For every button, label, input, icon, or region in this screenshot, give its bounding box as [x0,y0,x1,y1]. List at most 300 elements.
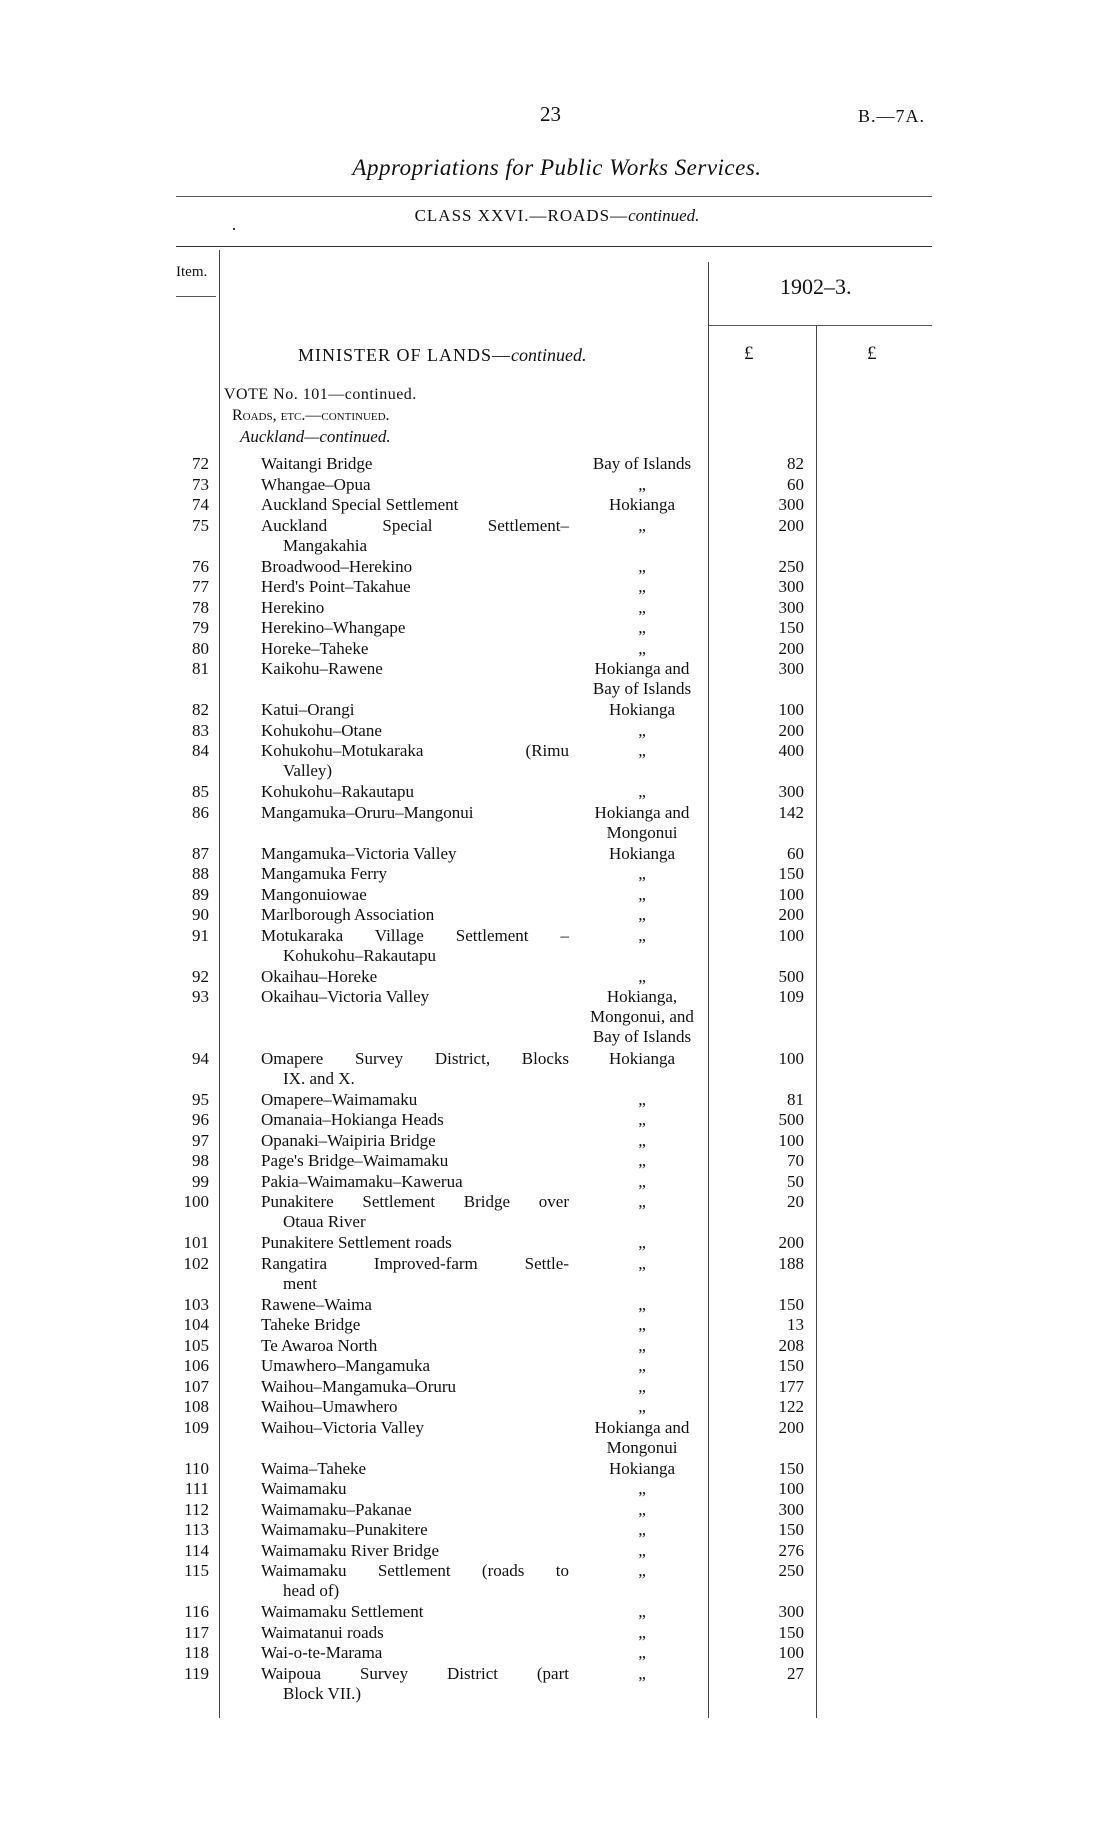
district-line: „ [638,864,646,883]
description-line: Punakitere Settlement Bridge over [261,1192,569,1211]
district [578,1377,706,1397]
item-description [261,967,569,987]
district-line: Mongonui [606,1437,678,1457]
amount: 142 [778,802,804,822]
district [578,598,706,618]
amount: 150 [778,1294,804,1314]
district [578,864,706,884]
description-line: Okaihau–Victoria Valley [261,987,430,1006]
item-description [261,885,569,905]
district [578,1500,706,1520]
district-line: „ [638,1540,646,1560]
district [578,987,706,1047]
description-line: Katui–Orangi [261,700,355,719]
item-number: 99 [192,1171,209,1191]
amount: 100 [778,1048,804,1068]
item-description [261,1090,569,1110]
item-description [261,1377,569,1397]
item-description [261,1479,569,1499]
description-line: Waimamaku–Punakitere [261,1520,428,1539]
district [578,885,706,905]
amount: 188 [778,1253,804,1273]
item-description [261,1459,569,1479]
district-line: „ [638,638,646,658]
district-line: „ [638,1520,646,1539]
description-line: Kohukohu–Motukaraka (Rimu [261,741,569,760]
description-line: Broadwood–Herekino [261,556,413,576]
district [578,1295,706,1315]
description-line: Rawene–Waima [261,1294,372,1314]
item-description [261,1315,569,1335]
district [578,1233,706,1253]
description-line: Mangonuiowae [261,884,367,904]
item-number: 108 [183,1397,209,1416]
item-description [261,639,569,659]
item-description [261,803,569,823]
amount: 150 [778,618,804,637]
item-number: 111 [184,1479,209,1498]
amount: 208 [778,1335,804,1355]
district-line: „ [638,1397,646,1416]
amount: 200 [778,1233,804,1252]
amount: 300 [778,495,804,514]
district-line: „ [638,905,646,924]
item-number: 76 [192,556,209,576]
description-line: Waihou–Victoria Valley [261,1417,425,1437]
description-line: Kaikohu–Rawene [261,659,383,678]
description-line: Auckland Special Settlement– [261,515,569,535]
district-line: „ [638,1663,646,1683]
vote-heading: VOTE No. 101—continued. [224,386,417,403]
district [578,1172,706,1192]
district [578,1561,706,1581]
item-number: 80 [192,638,209,658]
district [578,1397,706,1417]
district [578,1520,706,1540]
district-line: „ [638,782,646,801]
item-number: 110 [184,1458,209,1478]
item-description [261,1151,569,1171]
district-amount-divider [708,262,709,1718]
item-description [261,557,569,577]
minister-heading [298,345,587,366]
district-line: „ [638,597,646,617]
description-line: Block VII.) [283,1683,362,1703]
item-description [261,1356,569,1376]
page-title: Appropriations for Public Works Services. [352,155,762,180]
table-top-rule [176,246,932,247]
description-line: Otaua River [283,1212,366,1231]
amount: 60 [787,474,804,494]
district-line: Hokianga [608,495,676,514]
district-line: „ [638,515,646,535]
amount: 300 [778,597,804,617]
item-description [261,1664,569,1704]
amount: 13 [787,1315,804,1334]
description-line: Herd's Point–Takahue [261,577,411,596]
district-line: „ [638,1315,646,1334]
year-column-header: 1902–3. [780,274,852,299]
district-line: „ [638,1233,646,1252]
district [578,1459,706,1479]
description-line: Mangakahia [283,535,368,555]
description-line: Mangamuka–Victoria Valley [261,843,457,863]
district-line: „ [638,1643,646,1662]
amount: 150 [778,1520,804,1539]
description-line: Page's Bridge–Waimamaku [261,1151,449,1170]
item-description [261,1049,569,1089]
description-line: Waimamaku [261,1479,347,1498]
amount: 82 [787,454,804,473]
item-description [261,844,569,864]
item-number: 95 [192,1089,209,1109]
district-line: Mongonui, and [590,1007,694,1026]
description-line: Opanaki–Waipiria Bridge [261,1130,436,1150]
district-line: „ [638,474,646,494]
item-column-header: Item. [176,264,208,280]
item-description [261,926,569,966]
amount: 50 [787,1171,804,1191]
amount: 150 [778,1622,804,1642]
mark [233,228,235,230]
district-line: „ [638,1171,646,1191]
item-description [261,1602,569,1622]
amount: 100 [778,700,804,719]
amount: 100 [778,1479,804,1498]
item-number: 103 [183,1294,209,1314]
item-number: 88 [192,864,209,883]
district [578,741,706,761]
item-number: 86 [192,802,209,822]
amount: 300 [778,577,804,596]
description-line: Valley) [283,761,333,780]
district [578,721,706,741]
description-line: Punakitere Settlement roads [261,1233,452,1252]
item-number: 92 [192,966,209,986]
district [578,1254,706,1274]
district [578,967,706,987]
district-heading: Auckland—continued. [240,427,391,446]
amount: 109 [778,987,804,1006]
district-line: Hokianga [608,843,676,863]
item-number: 102 [183,1253,209,1273]
document-reference: B.—7A. [858,106,926,126]
description-line: Herekino [261,597,325,617]
district-line: „ [638,1602,646,1621]
district [578,926,706,946]
item-number: 112 [184,1499,209,1519]
item-description [261,1131,569,1151]
description-line: Waihou–Mangamuka–Oruru [261,1376,457,1396]
item-description [261,618,569,638]
amount: 400 [778,741,804,760]
item-description [261,577,569,597]
amount: 100 [778,1130,804,1150]
item-number: 100 [183,1192,209,1211]
item-number: 83 [192,720,209,740]
district [578,475,706,495]
district [578,495,706,515]
item-header-rule [176,296,216,297]
item-description [261,598,569,618]
item-description [261,454,569,474]
district [578,1315,706,1335]
item-number: 114 [184,1540,209,1560]
item-description [261,1110,569,1130]
item-description [261,782,569,802]
amount: 300 [778,782,804,801]
district-line: „ [638,1335,646,1355]
minister-heading-cont: continued. [511,345,587,365]
district-line: „ [638,1253,646,1273]
description-line: Kohukohu–Rakautapu [261,782,414,801]
item-description [261,1336,569,1356]
district-line: Hokianga [608,1048,676,1068]
district-line: „ [638,1130,646,1150]
item-description [261,1172,569,1192]
amount: 150 [778,1458,804,1478]
district-line: „ [638,1151,646,1170]
item-description [261,1643,569,1663]
description-line: Pakia–Waimamaku–Kawerua [261,1171,463,1191]
item-number: 113 [184,1520,209,1539]
description-line: IX. and X. [283,1068,355,1088]
description-line: Umawhero–Mangamuka [261,1356,431,1375]
description-line: Whangae–Opua [261,474,371,494]
description-line: Omanaia–Hokianga Heads [261,1110,444,1129]
item-description [261,475,569,495]
amount: 27 [787,1663,804,1683]
description-line: Waimamaku Settlement [261,1602,424,1621]
description-line: Waihou–Umawhero [261,1397,398,1416]
district [578,1664,706,1684]
district-line: Hokianga and [594,802,690,822]
amount: 81 [787,1089,804,1109]
item-number: 101 [183,1233,209,1252]
district-line: „ [638,618,646,637]
item-description [261,1520,569,1540]
item-number: 116 [184,1602,209,1621]
item-number: 106 [183,1356,209,1375]
district [578,1602,706,1622]
description-line: Wai-o-te-Marama [261,1643,383,1662]
district [578,454,706,474]
item-number: 107 [183,1376,209,1396]
item-description [261,1192,569,1232]
amount: 100 [778,925,804,945]
district-line: „ [638,1622,646,1642]
district [578,700,706,720]
description-line: Mangamuka–Oruru–Mangonui [261,802,474,822]
item-description [261,905,569,925]
district-line: „ [638,1192,646,1211]
item-number: 77 [192,577,209,596]
description-line: Waimamaku–Pakanae [261,1499,412,1519]
amount: 100 [778,1643,804,1662]
item-description [261,1541,569,1561]
district [578,516,706,536]
amount: 300 [778,1499,804,1519]
district-line: „ [638,741,646,760]
district [578,782,706,802]
description-line: Waimamaku Settlement (roads to [261,1561,569,1580]
district [578,1418,706,1458]
item-description [261,1623,569,1643]
description-line: Rangatira Improved-farm Settle- [261,1253,569,1273]
description-line: Te Awaroa North [261,1335,378,1355]
item-description [261,864,569,884]
district [578,639,706,659]
district [578,1623,706,1643]
item-description [261,516,569,556]
item-description [261,1397,569,1417]
currency-left: £ [744,343,754,364]
district-line: „ [638,556,646,576]
district-line: Hokianga and [594,1417,690,1437]
district [578,1151,706,1171]
amount: 200 [778,515,804,535]
description-line: ment [283,1273,317,1293]
description-line: Kohukohu–Otane [261,720,382,740]
description-line: Marlborough Association [261,905,435,924]
district [578,1090,706,1110]
item-number: 98 [192,1151,209,1170]
amount: 300 [778,659,804,678]
description-line: Waipoua Survey District (part [261,1663,569,1683]
roads-heading: Roads, etc.—continued. [232,407,390,424]
district-line: „ [638,1356,646,1375]
amount: 500 [778,1110,804,1129]
class-heading-main: CLASS XXVI.—ROADS— [414,206,629,225]
district-line: „ [638,720,646,740]
amount: 250 [778,1561,804,1580]
description-line: Waimatanui roads [261,1622,384,1642]
district-line: „ [638,925,646,945]
description-line: Waitangi Bridge [261,454,373,473]
description-line: Omapere–Waimamaku [261,1089,418,1109]
amount: 20 [787,1192,804,1211]
district [578,1110,706,1130]
district [578,1541,706,1561]
item-number: 87 [192,843,209,863]
item-number: 94 [192,1048,209,1068]
item-number: 104 [183,1315,209,1334]
item-number: 105 [183,1335,209,1355]
item-number: 75 [192,515,209,535]
amount: 500 [778,966,804,986]
item-description [261,1418,569,1438]
item-description [261,1233,569,1253]
item-number: 73 [192,474,209,494]
description-line: Kohukohu–Rakautapu [283,945,436,965]
district-line: Hokianga [608,700,676,719]
class-heading [0,206,1114,226]
district [578,803,706,843]
minister-heading-main: MINISTER OF LANDS— [298,345,512,365]
district-line: „ [638,1376,646,1396]
item-number: 79 [192,618,209,637]
amount: 200 [778,905,804,924]
item-number: 109 [183,1417,209,1437]
item-number: 89 [192,884,209,904]
item-description [261,721,569,741]
item-column-divider [219,250,220,1718]
district-line: „ [638,1561,646,1580]
page-number: 23 [540,102,561,126]
description-line: Waima–Taheke [261,1458,367,1478]
item-number: 97 [192,1130,209,1150]
amount: 150 [778,864,804,883]
description-line: Omapere Survey District, Blocks [261,1048,569,1068]
amount: 60 [787,843,804,863]
description-line: Motukaraka Village Settlement – [261,925,569,945]
district-line: „ [638,1110,646,1129]
amount: 70 [787,1151,804,1170]
district [578,557,706,577]
district-line: „ [638,1294,646,1314]
class-heading-cont: continued. [628,206,700,225]
item-number: 82 [192,700,209,719]
district-line: Hokianga and [594,659,690,678]
district-line: „ [638,966,646,986]
item-number: 96 [192,1110,209,1129]
item-description [261,987,569,1007]
amount: 276 [778,1540,804,1560]
amount: 200 [778,1417,804,1437]
item-description [261,659,569,679]
district [578,844,706,864]
item-number: 84 [192,741,209,760]
item-number: 74 [192,495,209,514]
district-line: „ [638,1089,646,1109]
description-line: Waimamaku River Bridge [261,1540,440,1560]
amount: 250 [778,556,804,576]
item-number: 78 [192,597,209,617]
item-number: 117 [184,1622,209,1642]
district [578,1356,706,1376]
item-number: 115 [184,1561,209,1580]
district [578,1336,706,1356]
description-line: head of) [283,1581,340,1600]
item-description [261,495,569,515]
district [578,905,706,925]
item-number: 81 [192,659,209,678]
amount: 200 [778,638,804,658]
item-description [261,1295,569,1315]
district [578,1131,706,1151]
district [578,1192,706,1212]
description-line: Herekino–Whangape [261,618,406,637]
district [578,659,706,699]
district [578,618,706,638]
item-number: 90 [192,905,209,924]
amount-columns-divider [816,325,817,1718]
district-line: Bay of Islands [592,454,692,473]
amount: 200 [778,720,804,740]
item-description [261,700,569,720]
item-description [261,1561,569,1601]
item-number: 118 [184,1643,209,1662]
amount: 100 [778,884,804,904]
amount: 122 [778,1397,804,1416]
district-line: Hokianga [608,1458,676,1478]
district-line: „ [638,1499,646,1519]
description-line: Taheke Bridge [261,1315,361,1334]
district [578,577,706,597]
year-header-rule [708,325,932,326]
item-number: 93 [192,987,209,1006]
description-line: Okaihau–Horeke [261,966,378,986]
